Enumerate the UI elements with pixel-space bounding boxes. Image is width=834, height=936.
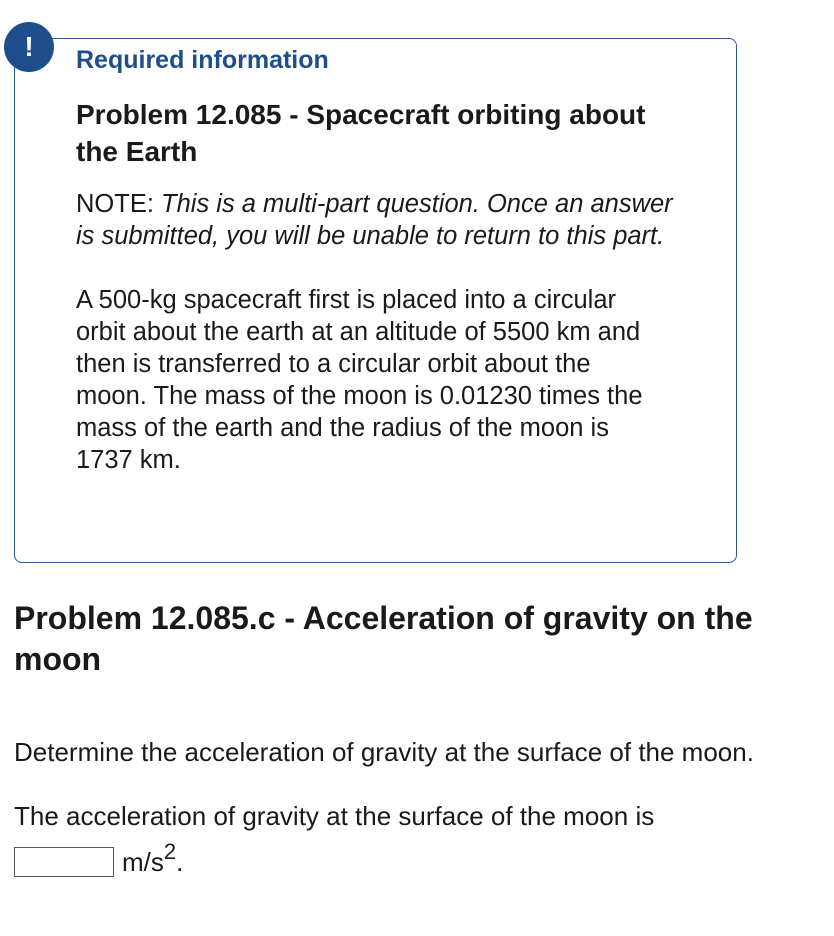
required-info-label: Required information xyxy=(76,46,329,74)
unit-label xyxy=(122,838,184,878)
unit-end: . xyxy=(176,847,184,877)
question-text: Determine the acceleration of gravity at the surface of the moon. xyxy=(14,737,754,767)
unit-base: m/s xyxy=(122,847,164,877)
problem-title: Problem 12.085 - Spacecraft orbiting about the Earth xyxy=(76,99,646,167)
note-text xyxy=(76,188,676,252)
answer-prompt: The acceleration of gravity at the surface of the moon is xyxy=(14,801,655,831)
note-italic: This is a multi-part question. Once an answer is submitted, you will be unable to return to this part. xyxy=(76,190,673,250)
answer-input[interactable] xyxy=(14,847,114,877)
part-title: Problem 12.085.c - Acceleration of gravity on the moon xyxy=(14,600,753,677)
note-prefix: NOTE: xyxy=(76,190,162,218)
problem-statement: A 500-kg spacecraft first is placed into a circular orbit about the earth at an altitude of 5500 km and then is transferred to a circular orbit about the moon. The mass of the moon is 0.01230 times the mass of the earth and the radius of the moon is 1737 km. xyxy=(76,286,643,474)
alert-icon: ! xyxy=(4,22,54,72)
answer-row xyxy=(14,838,184,878)
unit-exponent: 2 xyxy=(163,838,177,864)
